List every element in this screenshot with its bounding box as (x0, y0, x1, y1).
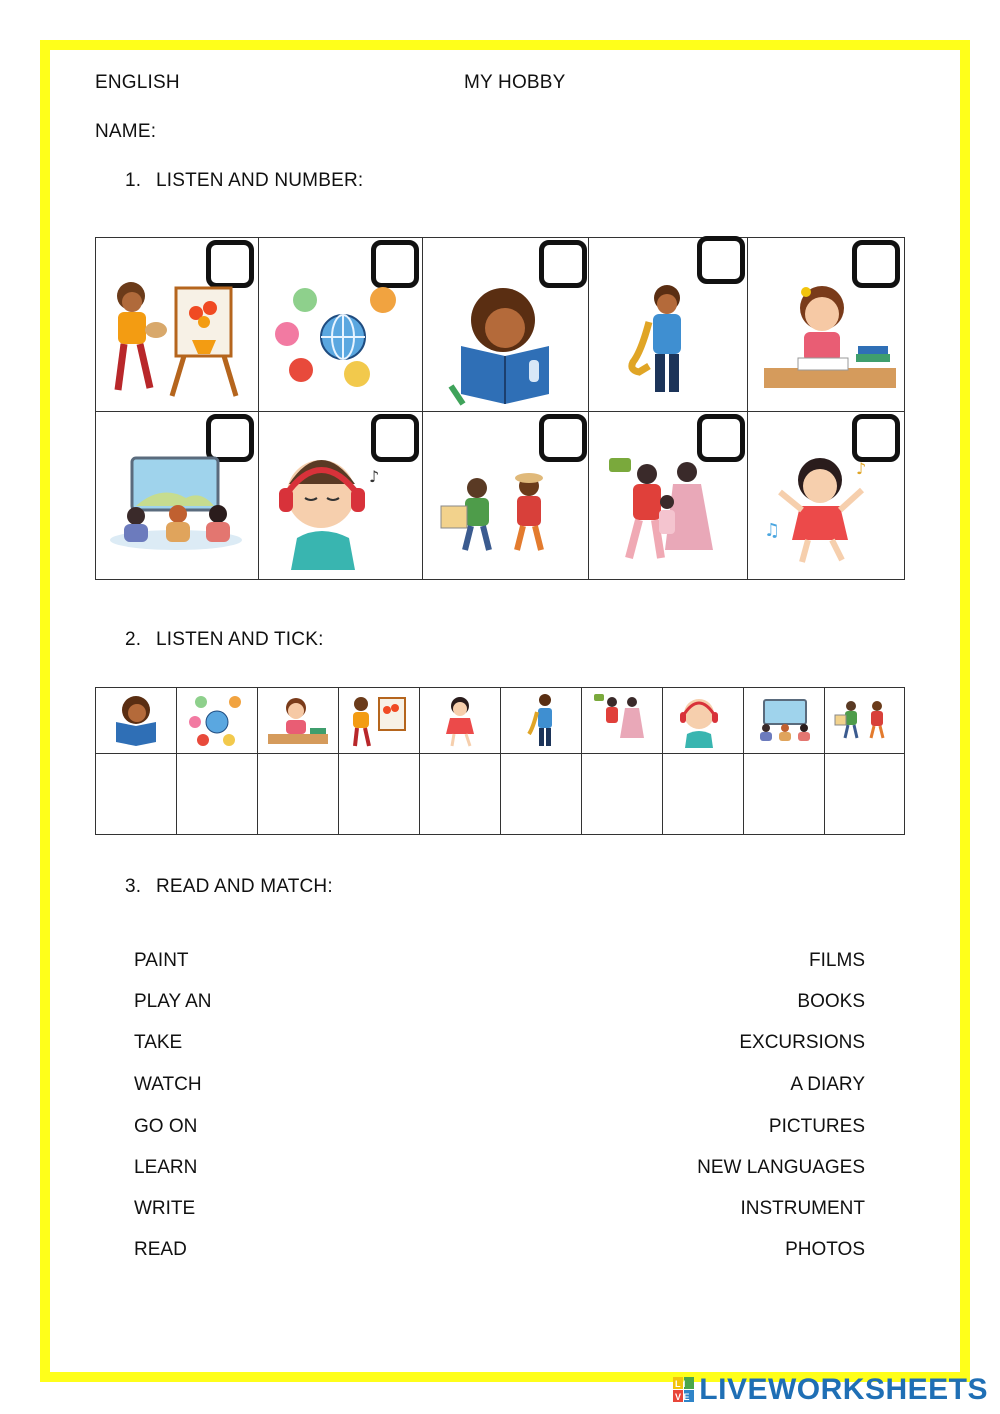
tick-picture-cell-10 (825, 688, 904, 754)
languages-picture (189, 694, 245, 748)
tick-box-9[interactable] (744, 754, 825, 834)
number-cell-2 (259, 238, 423, 412)
number-cell-7 (259, 412, 423, 580)
dancing-picture (434, 694, 486, 750)
page-title: MY HOBBY (464, 72, 566, 93)
tick-picture-cell-9 (744, 688, 825, 754)
match-left-item[interactable]: WRITE (134, 1198, 196, 1219)
match-left-item[interactable]: PLAY AN (134, 991, 212, 1012)
tick-picture-cell-6 (501, 688, 582, 754)
tick-picture-cell-3 (258, 688, 339, 754)
tick-picture-cell-1 (96, 688, 177, 754)
match-left-item[interactable]: WATCH (134, 1074, 202, 1095)
match-left-item[interactable]: LEARN (134, 1157, 198, 1178)
match-right-item[interactable]: INSTRUMENT (740, 1198, 865, 1219)
match-right-item[interactable]: PICTURES (768, 1116, 865, 1137)
match-right-item[interactable]: EXCURSIONS (739, 1032, 865, 1053)
tick-box-10[interactable] (825, 754, 904, 834)
match-right-item[interactable]: NEW LANGUAGES (697, 1157, 865, 1178)
number-cell-4 (589, 238, 748, 412)
writing-diary-picture (266, 694, 330, 748)
brand-name: LIVEWORKSHEETS (699, 1373, 988, 1406)
tick-picture-cell-7 (582, 688, 663, 754)
match-right-item[interactable]: FILMS (809, 950, 865, 971)
liveworksheets-logo-icon (673, 1377, 695, 1403)
reading-picture (441, 286, 571, 410)
tick-picture-cell-2 (177, 688, 258, 754)
tick-box-7[interactable] (582, 754, 663, 834)
subject-label: ENGLISH (95, 72, 180, 93)
number-cell-8 (423, 412, 589, 580)
saxophone-picture (525, 692, 559, 750)
tick-box-6[interactable] (501, 754, 582, 834)
match-right-item[interactable]: A DIARY (790, 1074, 865, 1095)
writing-diary-picture (760, 278, 900, 394)
number-cell-10 (748, 412, 904, 580)
taking-photos-picture (603, 454, 733, 564)
tick-box-3[interactable] (258, 754, 339, 834)
number-box-2[interactable] (371, 240, 419, 288)
match-right-item[interactable]: PHOTOS (785, 1239, 865, 1260)
excursion-picture (833, 698, 897, 744)
taking-photos-picture (592, 692, 652, 748)
listen-and-number-grid (95, 237, 905, 580)
section-2-number: 2. (125, 629, 142, 650)
section-3-number: 3. (125, 876, 142, 897)
languages-picture (273, 282, 413, 392)
svg-text:♫: ♫ (764, 520, 781, 541)
match-left-item[interactable]: GO ON (134, 1116, 198, 1137)
tick-box-2[interactable] (177, 754, 258, 834)
match-left-item[interactable]: TAKE (134, 1032, 183, 1053)
watching-films-picture (752, 698, 818, 746)
name-label: NAME: (95, 121, 157, 142)
section-1-title: LISTEN AND NUMBER: (156, 170, 364, 191)
listening-music-picture (271, 444, 401, 570)
number-cell-1 (96, 238, 259, 412)
number-box-4[interactable] (697, 236, 745, 284)
tick-picture-cell-8 (663, 688, 744, 754)
painting-picture (106, 278, 246, 398)
saxophone-picture (619, 282, 709, 402)
number-cell-6 (96, 412, 259, 580)
listening-music-picture (677, 692, 733, 750)
svg-text:L I: L I (675, 1379, 686, 1389)
section-1-number: 1. (125, 170, 142, 191)
reading-picture (110, 694, 162, 748)
tick-box-4[interactable] (339, 754, 420, 834)
number-cell-3 (423, 238, 589, 412)
dancing-picture (762, 450, 882, 570)
liveworksheets-logo (673, 1372, 988, 1408)
match-right-item[interactable]: BOOKS (797, 991, 865, 1012)
number-cell-5 (748, 238, 904, 412)
number-cell-9 (589, 412, 748, 580)
section-3-title: READ AND MATCH: (156, 876, 333, 897)
tick-box-8[interactable] (663, 754, 744, 834)
match-left-item[interactable]: READ (134, 1239, 187, 1260)
tick-box-5[interactable] (420, 754, 501, 834)
section-2-title: LISTEN AND TICK: (156, 629, 324, 650)
number-box-8[interactable] (539, 414, 587, 462)
listen-and-tick-grid (95, 687, 905, 835)
svg-text:V E: V E (675, 1392, 690, 1402)
tick-picture-cell-5 (420, 688, 501, 754)
tick-box-1[interactable] (96, 754, 177, 834)
excursion-picture (437, 472, 577, 556)
watching-films-picture (106, 454, 246, 554)
tick-picture-cell-4 (339, 688, 420, 754)
match-left-item[interactable]: PAINT (134, 950, 189, 971)
svg-text:♪: ♪ (369, 467, 380, 486)
painting-picture (347, 692, 411, 750)
svg-text:♪: ♪ (856, 459, 867, 478)
number-box-3[interactable] (539, 240, 587, 288)
